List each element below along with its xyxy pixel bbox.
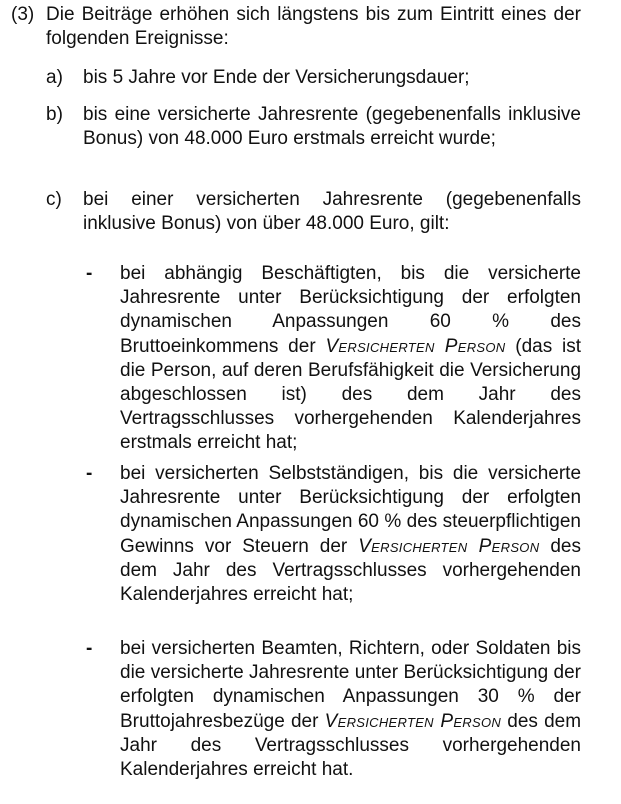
bullet-employees [86,262,581,456]
paragraph-3 [11,3,581,51]
list-item-c [46,188,581,236]
bullet-dash: - [86,463,93,484]
defined-term: Versicherten Person [358,535,540,557]
bullet-text: bei versicherten Beamten, Richtern, oder Soldaten bis die versicherte Jahresrente unter Berücksichtigung der erfolgten dynamischen Anpassungen 30 % der Bruttojahresbezüge der Versicherten Person des dem Jahr des Vertragsschlusses vorhergehenden Kalenderjahres erreicht hat. [120,638,582,781]
bullet-civil-servants [86,637,581,782]
defined-term: Versicherten Person [325,335,506,357]
list-item-text: bis 5 Jahre vor Ende der Versicherungsdauer; [83,67,470,88]
list-item-text: bis eine versicherte Jahresrente (gegebenenfalls inklusive Bonus) von 48.000 Euro erstmals erreicht wurde; [83,104,581,150]
list-item-a [46,66,581,90]
list-item-label: a) [46,67,63,88]
bullet-dash: - [86,638,93,659]
bullet-dash: - [86,263,93,284]
list-item-label: c) [46,189,62,210]
bullet-self-employed [86,462,581,607]
list-item-label: b) [46,104,63,125]
paragraph-number: (3) [11,4,35,25]
bullet-text: bei versicherten Selbstständigen, bis die versicherte Jahresrente unter Berücksichtigung der erfolgten dynamischen Anpassungen 60 % des steuerpflichtigen Gewinns vor Steuern der Versicherten Person des dem Jahr des Vertragsschlusses vorhergehenden Kalenderjahres erreicht hat; [120,463,582,606]
bullet-text: bei abhängig Beschäftigten, bis die versicherte Jahresrente unter Berücksichtigung der erfolgten dynamischen Anpassungen 60 % des Bruttoeinkommens der Versicherten Person (das ist die Person, auf deren Berufsfähigkeit die Versicherung abgeschlossen ist) des dem Jahr des Vertragsschlusses vorhergehenden Kalenderjahres erstmals erreicht hat; [120,263,582,454]
list-item-b [46,103,581,151]
list-item-text: bei einer versicherten Jahresrente (gegebenenfalls inklusive Bonus) von über 48.000 Euro, gilt: [83,189,581,235]
paragraph-text: Die Beiträge erhöhen sich längstens bis zum Eintritt eines der folgenden Ereignisse: [46,4,581,50]
defined-term: Versicherten Person [324,710,502,732]
